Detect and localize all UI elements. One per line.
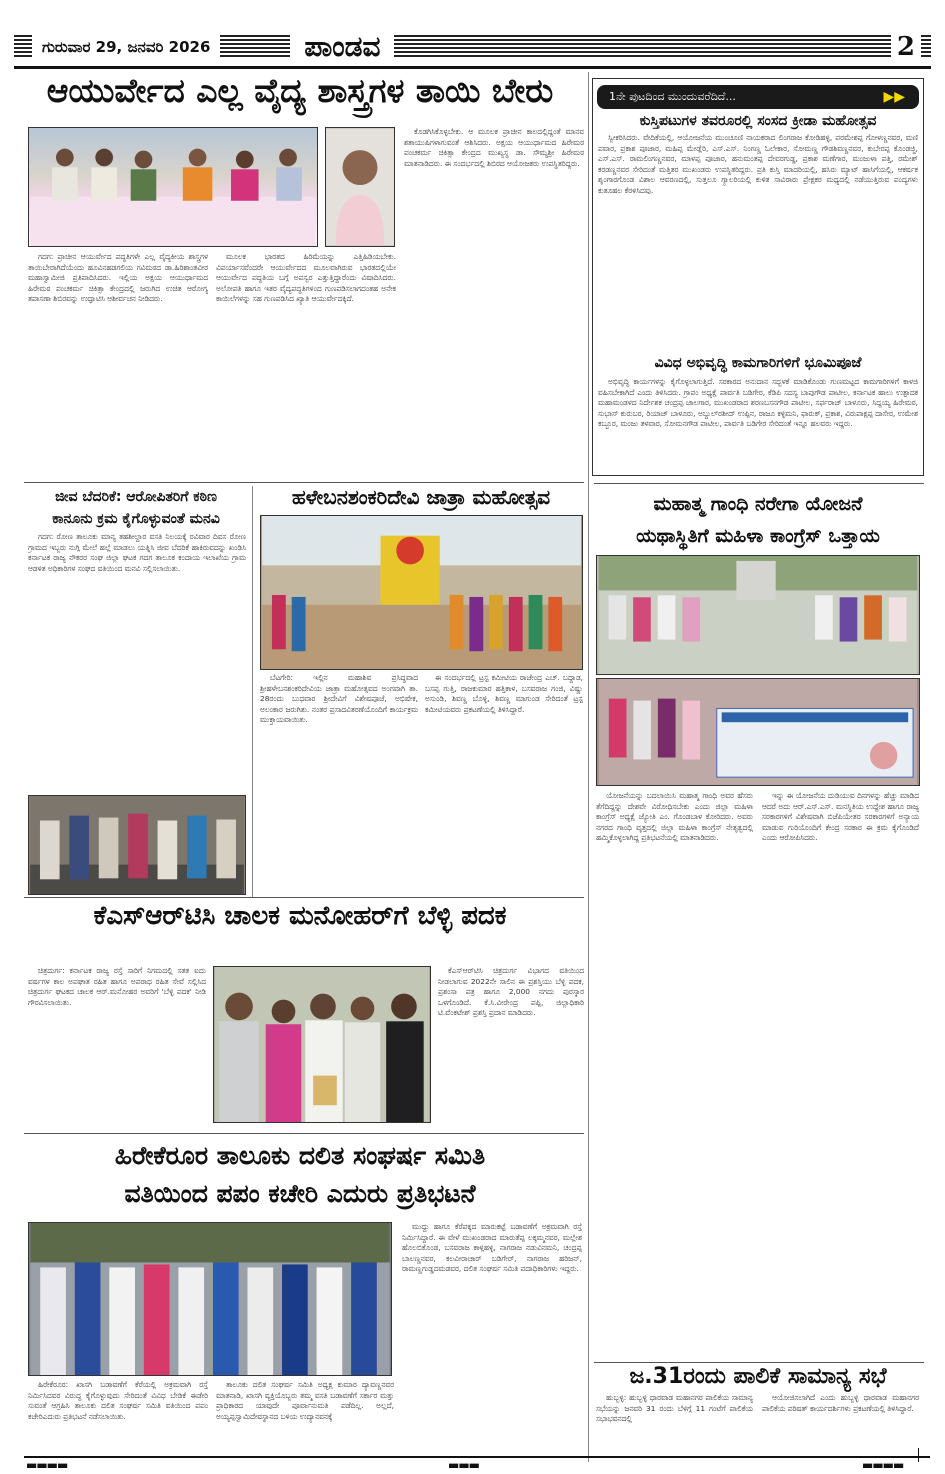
jeeva-text-body: ಗದಗ: ರೋಣ ತಾಲೂಕು ಮಾನ್ಯ ತಹಶೀಲ್ದಾರ ವಸತಿ ನಿಲಯಕ್ಕೆ ರವಿವಾರ ದಿವಸ ರೋಣ ಗ್ರಾಮದ ಇಬ್ಬರು ನುಗ್ಗಿ ಮೇಲೆ ಹಲ್ಲೆ ಮಾಡಲು ಯತ್ನಿಸಿ ಜೀವ ಬೆದರಿಕೆ ಹಾಕಿರುವದನ್ನು ಖಂಡಿಸಿ ಕರ್ನಾಟಕ ರಾಜ್ಯ ನೌಕರರ ಸಂಘ ಜಿಲ್ಲಾ ಘಟಕ ಗದಗ ತಾಲೂಕ ಕಂದಾಯ ಇಲಾಖೆಯ ಗ್ರಾಮ ಆಡಳಿತ ಅಧಿಕಾರಿಗಳ ಸಂಘದ ವತಿಯಿಂದ ಮನವಿ ಸಲ್ಲಿಸಲಾಯಿತು.: [28, 532, 246, 573]
ksrtc-col2: [438, 966, 584, 1126]
ksrtc-col2-text: ಕೆಎಸ್‌ಆರ್‌ಟಿಸಿ ಚಿತ್ರದುರ್ಗ ವಿಭಾಗದ ವತಿಯಿಂದ ನೀಡಲಾಗುವ 2022ನೇ ಸಾಲಿನ ಈ ಪ್ರಶಸ್ತಿಯು ಬೆಳ್ಳಿ ಪದಕ, ಪ್ರಶಂಸಾ ಪತ್ರ ಹಾಗೂ 2,000 ನಗದು ಪುರಸ್ಕಾರ ಒಳಗೊಂಡಿದೆ. ಕೆ.ಸಿ.ವೀರೇಂದ್ರ ಪಪ್ಪಿ, ಜಿಲ್ಲಾಧಿಕಾರಿ ಟಿ.ವೆಂಕಟೇಶ್ ಪ್ರಶಸ್ತಿ ಪ್ರದಾನ ಮಾಡಿದರು.: [438, 966, 584, 1018]
continued-banner: [597, 85, 919, 109]
jeeva-text: [28, 532, 246, 790]
ayurveda-col2-text: ಮೂಲಕ ಭಾರತದ ಹಿರಿಮೆಯನ್ನು ಎತ್ತಿಹಿಡಿಯಬೇಕು. ವಿಪರ್ಯಾಸವೆಂದರೇ ಆಯುರ್ವೇದದ ಮೂಲವಾಗಿರುವ ಭಾರತದಲ್ಲಿಯೇ ಆಯುರ್ವೇದ ಪದ್ಧತಿಯ ಬಗ್ಗೆ ಅಪಸ್ವರ ಎತ್ತುತ್ತಿದ್ದಾರೆಂದು ವಿಷಾದಿಸಿದರು. ಅಲೋಪತಿ ಹಾಗೂ ಇತರ ವೈದ್ಯಪದ್ಧತಿಗಳಿಂದ ಗುಣಪಡಿಸಲಾಗದಂತಹ ಅನೇಕ ಕಾಯಿಲೆಗಳನ್ನು ಸಹ ಗುಣಪಡಿಸಿದ ಖ್ಯಾತಿ ಆಯುರ್ವೇದಕ್ಕಿದೆ.: [216, 252, 396, 304]
headline-jeeva-line2: ಕಾನೂನು ಕ್ರಮ ಕೈಗೊಳ್ಳುವಂತೆ ಮನವಿ: [52, 511, 220, 527]
headline-palike: ಜ.31ರಂದು ಪಾಲಿಕೆ ಸಾಮಾನ್ಯ ಸಭೆ: [629, 1364, 887, 1389]
wrestling-text-body: ಸ್ವೀಕರಿಸಿದರು. ವೇದಿಕೆಯಲ್ಲಿ, ಆಯೋಜನೆಯ ಮುಂಚೂಣಿ ನಾಯಕರಾದ ಲಿಂಗರಾಜ ಕೋಡಿಹಳ್ಳಿ, ಪರಮೇಶಪ್ಪ ಗೋಳಣ್ಣನವರ, ಮಣಿ ಪವಾರ, ಪ್ರಕಾಶ ಪೂಜಾರ, ಮಹಿಪ್ಪ ಮೇಡ್ಲೆರಿ, ಎಸ್.ಎಸ್. ನಿಂಗಣ್ಣ ಓಲೇಕಾರ, ಸೋಮಣ್ಣ ಗೌಡಶಿವಣ್ಣನವರ, ಕುಬೇರಪ್ಪ ಕೊಂಡಜ್ಜಿ, ಎಸ್.ಎಸ್. ರಾಮಲಿಂಗಣ್ಣನವರ, ಮಾಳಪ್ಪ ಪೂಜಾರ, ಹನುಮಂತಪ್ಪ ದೇವರಗುಡ್ಡ, ಪ್ರಕಾಶ ಮಣೆಗಾರ, ಮಂಜುಳಾ ಪತ್ತಿ, ರಮೇಶ್ ಕರಡಣ್ಣನವರ ಸೇರಿದಂತೆ ಮತ್ತಿತರ ಮುಖಂಡರು ಉಪಸ್ಥಿತರಿದ್ದರು. ಪ್ರತಿ ಕುಸ್ತಿ ಮಾದರಿಯಲ್ಲಿ, ಹಸಿರು ಮ್ಯಾಟ್ ಹಾಸಿಗೆಯಲ್ಲಿ, ಆಕರ್ಷಕ ಶೃಂಗಾರಗೊಂಡ ವಿಶಾಲ ಆವರಣದಲ್ಲಿ, ಸುತ್ತಲೂ ಗ್ಯಾಲರಿಯಲ್ಲಿ ಕುಳಿತ ಸಾವಿರಾರು ಪ್ರೇಕ್ಷಕರ ಮಧ್ಯದಲ್ಲಿ ನಡೆಯುತ್ತಿರುವ ಪಂದ್ಯಗಳು ಕುತೂಹಲ ಕೆರಳಿಸಿದವು.: [598, 133, 918, 195]
nrega-col1: [596, 791, 753, 1359]
photo-nrega-protest: [596, 555, 920, 675]
masthead-stripes: [921, 35, 931, 59]
continued-banner-text: 1ನೇ ಪುಟದಿಂದ ಮುಂದುವರೆದಿದೆ...: [609, 90, 736, 103]
jatra-col2-text: ಈ ಸಂದರ್ಭದಲ್ಲಿ ಟ್ರಸ್ಟ ಕಮೀಟಿಯ ರಾಜೇಂದ್ರ ಎಚ್. ಬದ್ದಾಡ, ಬಸಪ್ಪ ಗುತ್ತಿ, ರಾಜಕುಮಾರ ಹತ್ತಿಕಾಳ, ಬಸವರಾಜ ಗಂಜಿ, ವಿಷ್ಣು ಅಸುಂಡಿ, ಶಿವಣ್ಣ ಬೊಳ್ಳಿ, ಶಿವಣ್ಣ ಮಾಗುಂಡ ಸೇರಿದಂತೆ ಟ್ರಸ್ಟ ಕಮೀಟಿಯವರು ಪ್ರಕಟಣೆಯಲ್ಲಿ ತಿಳಿಸಿದ್ದಾರೆ.: [425, 673, 583, 714]
photo-ksrtc-award: [213, 966, 431, 1123]
headline-hirekerur-line2: ವತಿಯಿಂದ ಪಪಂ ಕಚೇರಿ ಎದುರು ಪ್ರತಿಭಟನೆ: [124, 1179, 476, 1208]
jatra-col1-text: ಬೆಟಗೇರಿ: ಇಲ್ಲಿನ ಮಹಾಶಿವ ಪ್ರಸಿದ್ಧವಾದ ಶ್ರೀಹಳೇಬನಶಂಕರಿದೇವಿಯ ಜಾತ್ರಾ ಮಹೋತ್ಸವದ ಅಂಗವಾಗಿ ತಾ. 28ರಂದು ಬುಧವಾರ ಶ್ರೀದೇವಿಗೆ ವಿಶೇಷಪೂಜೆ, ಅಭಿಷೇಕ, ಅಲಂಕಾರ ಜರುಗಿತು. ನಂತರ ಪ್ರಸಾದವಿತರಣೆಯೊಂದಿಗೆ ಕಾರ್ಯಕ್ರಮ ಮುಕ್ತಾಯವಾಯಿತು.: [260, 673, 418, 725]
section-rule: [594, 483, 924, 484]
ksrtc-col1: [28, 966, 206, 1126]
photo-ayurveda-speaker: [325, 127, 395, 247]
hirekerur-col2-text: ತಾಲೂಕು ದಲಿತ ಸಂಘರ್ಷ ಸಮಿತಿ ಅಧ್ಯಕ್ಷ ಕುಮಾರ ದ್ಯಾವಣ್ಣನವರ ಮಾತನಾಡಿ, ಖಾಸಗಿ ವ್ಯಕ್ತಿಯೊಬ್ಬರು ತಮ್ಮ ವಸತಿ ಬಡಾವಣೆಗೆ ಸರ್ಕಾರ ಮತ್ತು ಪ್ರಾಧಿಕಾರದ ಯಾವುದೇ ಪೂರ್ವಾನುಮತಿ ಪಡೆದಿಲ್ಲ. ಅಲ್ಲದೆ, ಅಯ್ಯಪ್ಪಸ್ವಾಮಿದೇವಸ್ಥಾನದ ಬಳಿಯ ಉದ್ಯಾನವನಕ್ಕೆ: [216, 1380, 394, 1421]
headline-nrega-line2: ಯಥಾಸ್ಥಿತಿಗೆ ಮಹಿಳಾ ಕಾಂಗ್ರೆಸ್ ಒತ್ತಾಯ: [636, 525, 880, 547]
crop-mark: [918, 1448, 919, 1462]
hirekerur-col3: [402, 1222, 582, 1450]
masthead-stripes: [220, 35, 290, 59]
ayurveda-col1-text: ಗದಗ: ಪ್ರಾಚೀನ ಆಯುರ್ವೇದ ಪದ್ಧತಿಗಳೇ ಎಲ್ಲ ವೈದ್ಯಕೀಯ ಶಾಸ್ತ್ರಗಳ ತಾಯಿಬೇರಾಗಿದೆಯೆಂದು ಹೂವಿನಹಡಗಲಿಯ ಗವಿಮಠದ ಡಾ.ಹಿರಿಶಾಂತವೀರ ಮಹಾಸ್ವಾಮೀಜಿ ಪ್ರತಿಪಾದಿಸಿದರು. ಇಲ್ಲಿಯ ಅಕ್ಷಯ ಆಯುರ್ಧಾಮದ ಹಿರೇಮಠ ಪಂಚಕರ್ಮ ಚಿಕಿತ್ಸಾ ಕೇಂದ್ರದಲ್ಲಿ ಜರುಗಿದ ಉಚಿತ ಆರೋಗ್ಯ ತಪಾಸಣಾ ಶಿಬಿರವನ್ನು ಉದ್ಘಾಟಿಸಿ ಆಶೀರ್ವಚನ ನೀಡಿದರು.: [28, 252, 208, 304]
bhoomipooja-text-body: ಅಭಿವೃದ್ಧಿ ಕಾರ್ಯಗಳನ್ನು ಕೈಗೊಳ್ಳಲಾಗುತ್ತಿದೆ. ಸರಕಾರದ ಅನುದಾನ ಸದ್ಬಳಕೆ ಮಾಡಿಕೊಂಡು ಗುಣಮಟ್ಟದ ಕಾಮಗಾರಿಗಳಿಗೆ ಕಾಳಜಿ ವಹಿಸಬೇಕಾಗಿದೆ ಎಂದು ತಿಳಿಸಿದರು. ಗ್ರಾಪಂ ಅಧ್ಯಕ್ಷೆ ಪಾರ್ವತಿ ಬಡಿಗೇರ, ಕೆಡಿಪಿ ಸದಸ್ಯ ಬಾಪುಗೌಡ ಪಾಟೀಲ, ಕರ್ನಾಟಕ ಹಾಲು ಉತ್ಪಾದಕ ಮಹಾಮಂಡಳದ ನಿರ್ದೇಶಕ ಚಂದ್ರಪ್ಪ ಜಾಲಗಾರ, ಮುಖಂಡರಾದ ಶರಣಬಸನಗೌಡ ಪಾಟೀಲ, ಸರ್ಫರಾಜ್ ಬಾಳೂರು, ಸಿದ್ದಯ್ಯ ಹಿರೇಮಠ, ಸುಭಾಸ್ ಕುರುಬರ, ರಿಯಾಜ್ ಬಾಳೂರು, ಅಬ್ದುಲ್‌ರಶೀದ್ ಉಪ್ಪಿನ, ರಾಜೂ ಕಳ್ಳಿಮನಿ, ಫಾರುಕ್, ಪ್ರಕಾಶ, ವಿರುಪಾಕ್ಷಪ್ಪ ದಾಸೇರ, ಉಮೇಶ ಕಬ್ಬೂರ, ಮಂಜು ತಳವಾರ, ಸೋಮನಗೌಡ ಪಾಟೀಲ, ಪಾರ್ವತಿ ಬಡಿಗೇರ ಸೇರಿದಂತೆ ಇನ್ನೂ ಹಲವರು ಇದ್ದರು.: [598, 377, 918, 429]
section-rule: [24, 482, 584, 483]
column-divider: [588, 72, 589, 1462]
footer-dash-mark: ▬▬▬▬: [26, 1458, 68, 1472]
double-arrow-icon: ▶▶: [883, 89, 905, 105]
palike-col1-text: ಹುಬ್ಬಳ್ಳಿ: ಹುಬ್ಬಳ್ಳಿ ಧಾರವಾಡ ಮಹಾನಗರ ಪಾಲಿಕೆಯ ಸಾಮಾನ್ಯ ಸಭೆಯನ್ನು ಜನವರಿ 31 ರಂದು ಬೆಳಿಗ್ಗೆ 11 ಗಂಟೆಗೆ ಪಾಲಿಕೆಯ ಸಭಾಭವನದಲ್ಲಿ: [596, 1393, 753, 1424]
photo-ayurveda-illustration: [29, 128, 317, 246]
masthead-stripes: [394, 35, 890, 59]
nrega-col1-text: ಯೋಜನೆಯನ್ನು ಬದಲಾಯಿಸಿ ಮಹಾತ್ಮ ಗಾಂಧಿ ಅವರ ಹೆಸರು ತೆಗೆದಿದ್ದನ್ನು ದೇಶವೇ ವಿರೋಧಿಸಬೇಕು ಎಂದು ಜಿಲ್ಲಾ ಮಹಿಳಾ ಕಾಂಗ್ರೆಸ್ ಅಧ್ಯಕ್ಷೆ ಜ್ಯೋತಿ ಎಂ. ಗೊಂಡಬಾಳ ಕೋರಿದರು. ಅವರು ನಗರದ ಗಾಂಧಿ ವೃತ್ತದಲ್ಲಿ ಜಿಲ್ಲಾ ಮಹಿಳಾ ಕಾಂಗ್ರೆಸ್ ನೇತೃತ್ವದಲ್ಲಿ ಹಮ್ಮಿಕೊಳ್ಳಲಾಗಿದ್ದ ಪ್ರತಿಭಟನೆಯಲ್ಲಿ ಮಾತನಾಡಿದರು.: [596, 791, 753, 843]
column-divider: [252, 486, 253, 898]
footer-dash-mark: ▬▬▬▬: [862, 1458, 904, 1472]
ksrtc-col1-text: ಚಿತ್ರದುರ್ಗ: ಕರ್ನಾಟಕ ರಾಜ್ಯ ರಸ್ತೆ ಸಾರಿಗೆ ನಿಗಮದಲ್ಲಿ ಸತತ ಐದು ವರ್ಷಗಳ ಕಾಲ ಅಪಘಾತ ರಹಿತ ಹಾಗೂ ಅಪರಾಧ ರಹಿತ ಸೇವೆ ಸಲ್ಲಿಸಿದ ಚಿತ್ರದುರ್ಗ ಘಟಕದ ಚಾಲಕ ಆರ್.ಮನೋಹರ ಅವರಿಗೆ 'ಬೆಳ್ಳಿ ಪದಕ' ನೀಡಿ ಗೌರವಿಸಲಾಯಿತು.: [28, 966, 206, 1007]
photo-jeeva-illustration: [29, 796, 245, 894]
hirekerur-col2: [216, 1380, 394, 1450]
photo-ksrtc-illustration: [214, 967, 430, 1122]
section-rule: [24, 1133, 584, 1134]
headline-ksrtc: ಕೆಎಸ್‌ಆರ್‌ಟಿಸಿ ಚಾಲಕ ಮನೋಹರ್‌ಗೆ ಬೆಳ್ಳಿ ಪದಕ: [93, 901, 507, 931]
masthead: [14, 30, 931, 64]
palike-col1: [596, 1393, 753, 1443]
subhead-bhoomipooja: ವಿವಿಧ ಅಭಿವೃದ್ಧಿ ಕಾಮಗಾರಿಗಳಿಗೆ ಭೂಮಿಪೂಜೆ: [654, 355, 862, 371]
nrega-col2-text: ಇನ್ನು ಈ ಯೋಜನೆಯ ದುಡಿಯುವ ದಿನಗಳನ್ನು ಹೆಚ್ಚು ಮಾಡಿದ ಆದರೆ ಅದು ಆರ್.ಎಸ್.ಎಸ್. ಮನಸ್ಥಿತಿಯ ಉದ್ದೇಶ ಹಾಗೂ ರಾಜ್ಯ ಸರಕಾರಗಳಿಗೆ ವಿಶೇಷವಾಗಿ ಬಿಜೆಪಿಯೇತರ ಸರಕಾರಗಳಿಗೆ ಅನ್ಯಾಯ ಮಾಡುವ ಗುರಿಯೊಂದಿಗೆ ಕೇಂದ್ರ ಸರಕಾರ ಈ ಕ್ರಮ ಕೈಗೊಂಡಿದೆ ಎಂದು ಆರೋಪಿಸಿದರು.: [762, 791, 919, 843]
photo-hirekerur-protest: [28, 1222, 392, 1376]
nrega-col2: [762, 791, 919, 1359]
masthead-rule: [14, 66, 931, 69]
photo-nrega-banner: [596, 678, 920, 786]
hirekerur-col1: [28, 1380, 208, 1450]
hirekerur-col3-text: ಮುದ್ದು ಹಾಗೂ ಕೆರೆಪಕ್ಕದ ಮಾರುಕಟ್ಟೆ ಬಡಾವಣೆಗೆ ಅಕ್ರಮವಾಗಿ ರಸ್ತೆ ನಿರ್ಮಿಸಿದ್ದಾರೆ. ಈ ವೇಳೆ ಮುಖಂಡರಾದ ಮಾರುತೆಪ್ಪ ಲಕ್ಕಮ್ಮನವರ, ಮಲ್ಲೇಶ ಹೊಲಬಿಕೊಂಡ, ಬಸವರಾಜ ಕಾಳ್ಗಿಹಳ್ಳಿ, ನಾಗರಾಜ ನಡುವಿನಮನಿ, ಚಂದ್ರಪ್ಪ ಬಾಲಣ್ಣನವರ, ಕಲವೀರಾಚಾರ್ ಬಡಿಗೇರ್, ನಾಗರಾಜ ಹರಿಜನ್, ರಾಮಣ್ಣಗುಡ್ಡದಮಡವರ, ದಲಿತ ಸಂಘರ್ಷ ಸಮಿತಿ ಪದಾಧಿಕಾರಿಗಳು ಇದ್ದರು.: [402, 1222, 582, 1274]
ayurveda-col2: [216, 252, 396, 474]
photo-jatra: [260, 515, 583, 670]
photo-jatra-illustration: [261, 516, 582, 669]
headline-nrega-line1: ಮಹಾತ್ಮ ಗಾಂಧಿ ನರೇಗಾ ಯೋಜನೆ: [653, 493, 863, 515]
headline-hirekerur: [14, 1137, 586, 1213]
photo-hirekerur-illustration: [29, 1223, 391, 1375]
jatra-col2: [425, 673, 583, 895]
headline-halebanashankari: ಹಳೇಬನಶಂಕರಿದೇವಿ ಜಾತ್ರಾ ಮಹೋತ್ಸವ: [291, 485, 551, 509]
palike-col2: [762, 1393, 919, 1443]
photo-jeeva-protest: [28, 795, 246, 895]
issue-date: ಗುರುವಾರ 29, ಜನವರಿ 2026: [42, 38, 211, 56]
newspaper-title: ಪಾಂಡವ: [304, 30, 381, 63]
ayurveda-col3-text: ಕೊಡಗಿಸಿಕೊಳ್ಳಬೇಕು. ಆ ಮೂಲಕ ಪ್ರಾಚೀನ ಕಾಲದಲ್ಲಿದ್ದಂತೆ ಮಾನವ ಶತಾಯುಷಿಗಳಾಗುವಂತೆ ಆಶಿಸಿದರು. ಅಕ್ಷಯ ಆಯುರ್ಧಾಮದ ಹಿರೇಮಠ ಪಂಚಕರ್ಮ ಚಿಕಿತ್ಸಾ ಕೇಂದ್ರದ ಮುಖ್ಯಸ್ಥ ಡಾ. ಸೌಮ್ಯಶ್ರೀ ಹಿರೇಮಠ ಮಾತನಾಡಿದರು. ಈ ಸಂದರ್ಭದಲ್ಲಿ ಶಿಬಿರದ ಆಯೋಜಕರು ಉಪಸ್ಥಿತರಿದ್ದರು.: [404, 127, 584, 168]
section-rule: [24, 897, 584, 898]
ayurveda-col1: [28, 252, 208, 474]
headline-ayurveda: ಆಯುರ್ವೇದ ಎಲ್ಲ ವೈದ್ಯ ಶಾಸ್ತ್ರಗಳ ತಾಯಿ ಬೇರು: [46, 71, 554, 110]
hirekerur-col1-text: ಹಿರೇಕೆರೂರ: ಖಾಸಗಿ ಬಡಾವಣೆಗೆ ಕೆರೆಯಲ್ಲಿ ಅಕ್ರಮವಾಗಿ ರಸ್ತೆ ನಿರ್ಮಿಸಿದವರ ವಿರುದ್ಧ ಕೈಗೊಳ್ಳುವುದು ಸೇರಿದಂತೆ ವಿವಿಧ ಬೇಡಿಕೆ ಈಡೇರಿ ಸುವಂತೆ ಆಗ್ರಹಿಸಿ ತಾಲೂಕು ದಲಿತ ಸಂಘರ್ಷ ಸಮಿತಿ ವತಿಯಿಂದ ಪಪಂ ಕಚೇರಿಎದುರು ಪ್ರತಿಭಟನೆ ನಡೆಸಲಾಯಿತು.: [28, 1380, 208, 1421]
wrestling-text: [598, 133, 918, 351]
subhead-wrestling: ಕುಸ್ತಿಪಟುಗಳ ತವರೂರಲ್ಲಿ ಸಂಸದ ಕ್ರೀಡಾ ಮಹೋತ್ಸವ: [639, 113, 877, 129]
photo-nrega-illustration: [597, 556, 919, 674]
ayurveda-col3: [404, 127, 584, 474]
footer-dash-mark: ▬▬▬: [448, 1458, 480, 1472]
page-number: 2: [896, 32, 915, 62]
section-rule: [594, 1362, 924, 1363]
palike-col2-text: ಆಯೋಜಿಸಲಾಗಿದೆ ಎಂದು ಹುಬ್ಬಳ್ಳಿ ಧಾರವಾಡ ಮಹಾನಗರ ಪಾಲಿಕೆಯ ಪರಿಷತ್ ಕಾರ್ಯದರ್ಶಿಗಳು ಪ್ರಕಟಣೆಯಲ್ಲಿ ತಿಳಿಸಿದ್ದಾರೆ.: [762, 1393, 919, 1413]
jatra-col1: [260, 673, 418, 895]
headline-jeeva-line1: ಜೀವ ಬೆದರಿಕೆ: ಆರೋಪಿತರಿಗೆ ಕಠಿಣ: [55, 489, 217, 505]
photo-speaker-illustration: [326, 128, 394, 246]
headline-hirekerur-line1: ಹಿರೇಕೆರೂರ ತಾಲೂಕು ದಲಿತ ಸಂಘರ್ಷ ಸಮಿತಿ: [114, 1141, 486, 1170]
headline-jeeva: [24, 486, 248, 530]
headline-nrega: [592, 488, 924, 552]
photo-ayurveda-stage: [28, 127, 318, 247]
masthead-stripes: [14, 35, 32, 59]
bhoomipooja-text: [598, 377, 918, 473]
photo-nrega-banner-illustration: [597, 679, 919, 785]
